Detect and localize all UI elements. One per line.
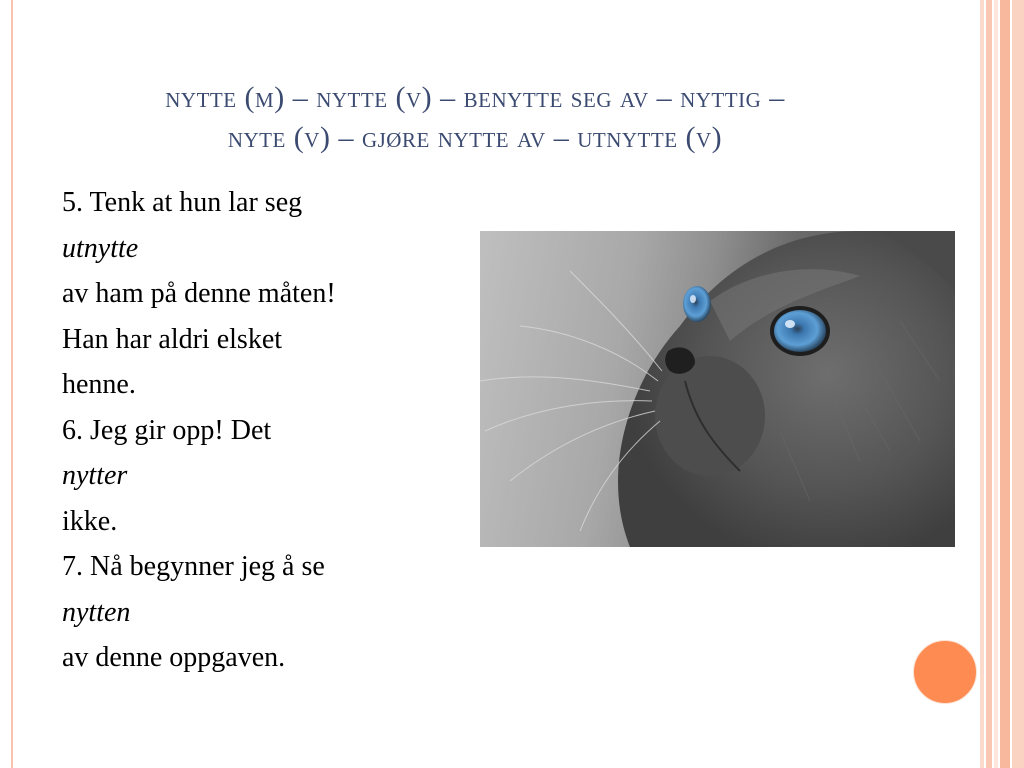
left-border-line: [11, 0, 13, 768]
right-decor-stripe: [1012, 0, 1024, 768]
body-line: 5. Tenk at hun lar seg: [62, 187, 303, 218]
body-line: henne.: [62, 369, 136, 400]
cat-photo: [480, 231, 955, 547]
right-decor-stripe: [1000, 0, 1010, 768]
body-line: av denne oppgaven.: [62, 642, 286, 673]
right-decor-stripe: [980, 0, 984, 768]
cat-illustration: [480, 231, 955, 547]
slide-title-line-1: nytte (m) – nytte (v) – benytte seg av – nyttig –: [165, 81, 785, 114]
right-decor-stripe: [986, 0, 992, 768]
right-decor-stripe: [994, 0, 998, 768]
slide-title-line-2: nyte (v) – gjøre nytte av – utnytte (v): [227, 121, 723, 154]
body-line: Han har aldri elsket: [62, 323, 283, 355]
body-line: 6. Jeg gir opp! Det: [62, 414, 272, 446]
slide-title: [60, 78, 890, 158]
orange-decor-circle: [913, 640, 977, 704]
body-line-italic: utnytte: [62, 232, 139, 264]
body-line-italic: nytter: [62, 460, 128, 491]
body-line: av ham på denne måten!: [62, 278, 336, 309]
body-line: ikke.: [62, 505, 118, 537]
slide-body: [62, 180, 462, 681]
body-line: 7. Nå begynner jeg å se: [62, 551, 325, 582]
body-line-italic: nytten: [62, 596, 131, 628]
